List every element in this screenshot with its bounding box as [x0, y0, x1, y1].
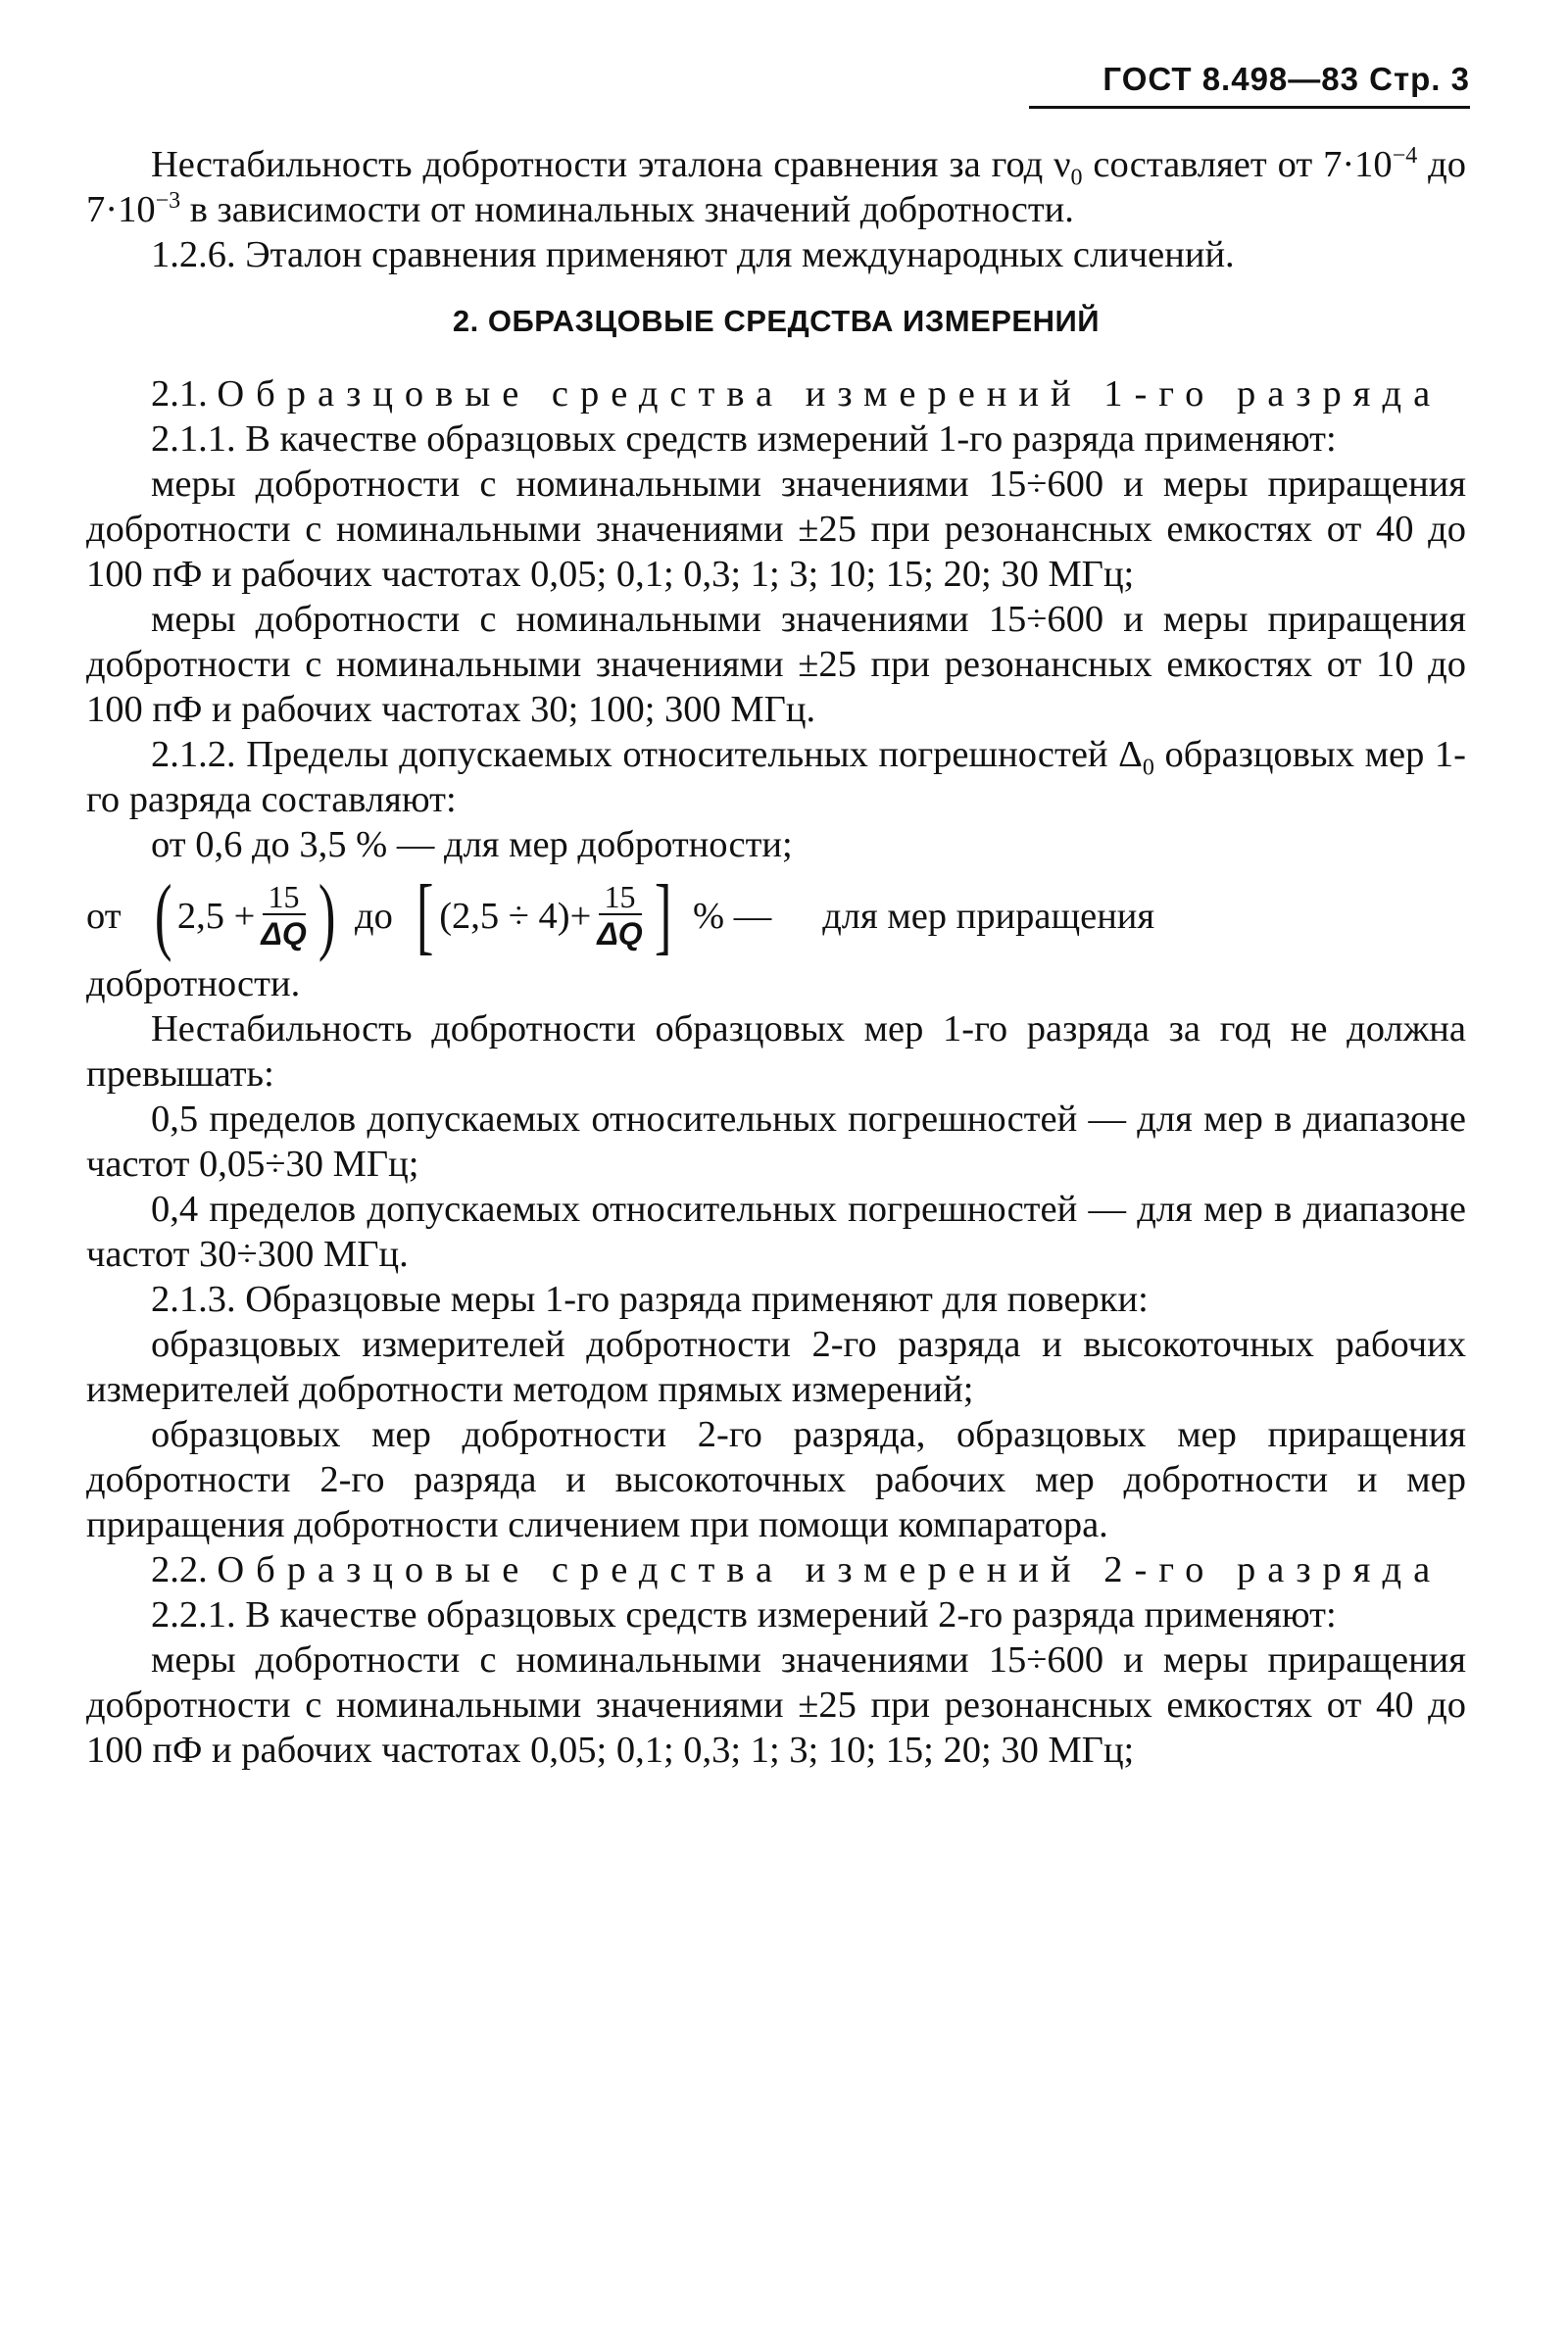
formula-ot: от — [86, 896, 122, 937]
paragraph-2-1-2 — [86, 732, 1466, 822]
paragraph-2-1-2-b: Нестабильность добротности образцовых мер 1-го разряда за год не должна превышать: — [86, 1008, 1466, 1095]
paragraph-2-1-3-a: образцовых измерителей добротности 2-го разряда и высокоточных рабочих измерителей добротности методом прямых измерений; — [86, 1324, 1466, 1410]
subsection-2-1-heading — [86, 371, 1466, 416]
formula-tail: для мер приращения — [822, 896, 1155, 937]
formula-do: до — [355, 896, 393, 937]
fraction-1-denominator: ΔQ — [261, 916, 307, 952]
paragraph-instability — [86, 142, 1466, 232]
subsection-2-2-number: 2.2. — [151, 1549, 208, 1590]
paragraph-2-1-2-d: 0,4 пределов допускаемых относительных погрешностей — для мер в диапазоне частот 30÷300 МГц. — [86, 1189, 1466, 1275]
paragraph-1-2-6: 1.2.6. Эталон сравнения применяют для международных сличений. — [151, 234, 1235, 275]
subsection-2-2-title: Образцовые средства измерений 2-го разряда — [217, 1549, 1443, 1590]
subsection-2-2-heading — [86, 1547, 1466, 1592]
formula-fraction-2 — [597, 880, 642, 952]
formula-percent: % — — [693, 896, 772, 937]
formula-term-2: (2,5 ÷ 4)+ — [439, 896, 592, 937]
formula-term-1: 2,5 + — [176, 896, 256, 937]
formula-continuation: добротности. — [86, 963, 301, 1004]
fraction-2-numerator: 15 — [599, 880, 642, 915]
p1-subscript: 0 — [1070, 165, 1083, 191]
page-header: ГОСТ 8.498—83 Стр. 3 — [1029, 61, 1470, 109]
p1-superscript-2: −3 — [155, 188, 181, 215]
document-body — [86, 142, 1466, 1773]
paragraph-2-2-1: 2.2.1. В качестве образцовых средств измерений 2-го разряда применяют: — [151, 1594, 1337, 1636]
p1-text-b: составляет от 7·10 — [1082, 144, 1393, 185]
paragraph-2-1-3: 2.1.3. Образцовые меры 1-го разряда применяют для поверки: — [151, 1279, 1149, 1320]
s212-text-b: образцовых мер 1-го разряда составляют: — [86, 734, 1466, 820]
formula-left-bracket: [ — [416, 868, 434, 963]
subsection-2-1-number: 2.1. — [151, 373, 208, 415]
paragraph-2-2-1-a: меры добротности с номинальными значениями 15÷600 и меры приращения добротности с номинальными значениями ±25 при резонансных емкостях от 40 до 100 пФ и рабочих частотах 0,05; 0,1; 0,3; 1; 3; 10; 15; 20; 30 МГц; — [86, 1639, 1466, 1771]
paragraph-2-1-1-a: меры добротности с номинальными значениями 15÷600 и меры приращения добротности с номинальными значениями ±25 при резонансных емкостях от 40 до 100 пФ и рабочих частотах 0,05; 0,1; 0,3; 1; 3; 10; 15; 20; 30 МГц; — [86, 464, 1466, 595]
p1-text-a: Нестабильность добротности эталона сравнения за год ν — [151, 144, 1071, 185]
paragraph-2-1-3-b: образцовых мер добротности 2-го разряда, образцовых мер приращения добротности 2-го разряда и высокоточных рабочих мер добротности и мер приращения добротности сличением при помощи компаратора. — [86, 1414, 1466, 1545]
fraction-1-numerator: 15 — [263, 880, 306, 915]
formula-right-paren: ) — [318, 868, 336, 963]
subsection-2-1-title: Образцовые средства измерений 1-го разряда — [217, 373, 1443, 415]
p1-superscript-1: −4 — [1392, 143, 1418, 170]
paragraph-2-1-2-a: от 0,6 до 3,5 % — для мер добротности; — [151, 824, 793, 865]
s212-text-a: 2.1.2. Пределы допускаемых относительных погрешностей Δ — [151, 734, 1143, 775]
formula-fraction-1 — [261, 880, 306, 952]
section-title: 2. ОБРАЗЦОВЫЕ СРЕДСТВА ИЗМЕРЕНИЙ — [452, 304, 1101, 338]
formula-line — [86, 868, 1466, 963]
paragraph-2-1-1-b: меры добротности с номинальными значениями 15÷600 и меры приращения добротности с номинальными значениями ±25 при резонансных емкостях от 10 до 100 пФ и рабочих частотах 30; 100; 300 МГц. — [86, 599, 1466, 730]
formula-right-bracket: ] — [654, 868, 672, 963]
fraction-2-denominator: ΔQ — [597, 916, 643, 952]
p1-text-c: до 7·10 — [86, 144, 1466, 230]
formula-left-paren: ( — [154, 868, 172, 963]
paragraph-2-1-2-c: 0,5 пределов допускаемых относительных погрешностей — для мер в диапазоне частот 0,05÷30 МГц; — [86, 1099, 1466, 1185]
paragraph-2-1-1: 2.1.1. В качестве образцовых средств измерений 1-го разряда применяют: — [151, 418, 1337, 460]
p1-text-d: в зависимости от номинальных значений добротности. — [180, 189, 1074, 230]
s212-subscript: 0 — [1142, 755, 1154, 781]
